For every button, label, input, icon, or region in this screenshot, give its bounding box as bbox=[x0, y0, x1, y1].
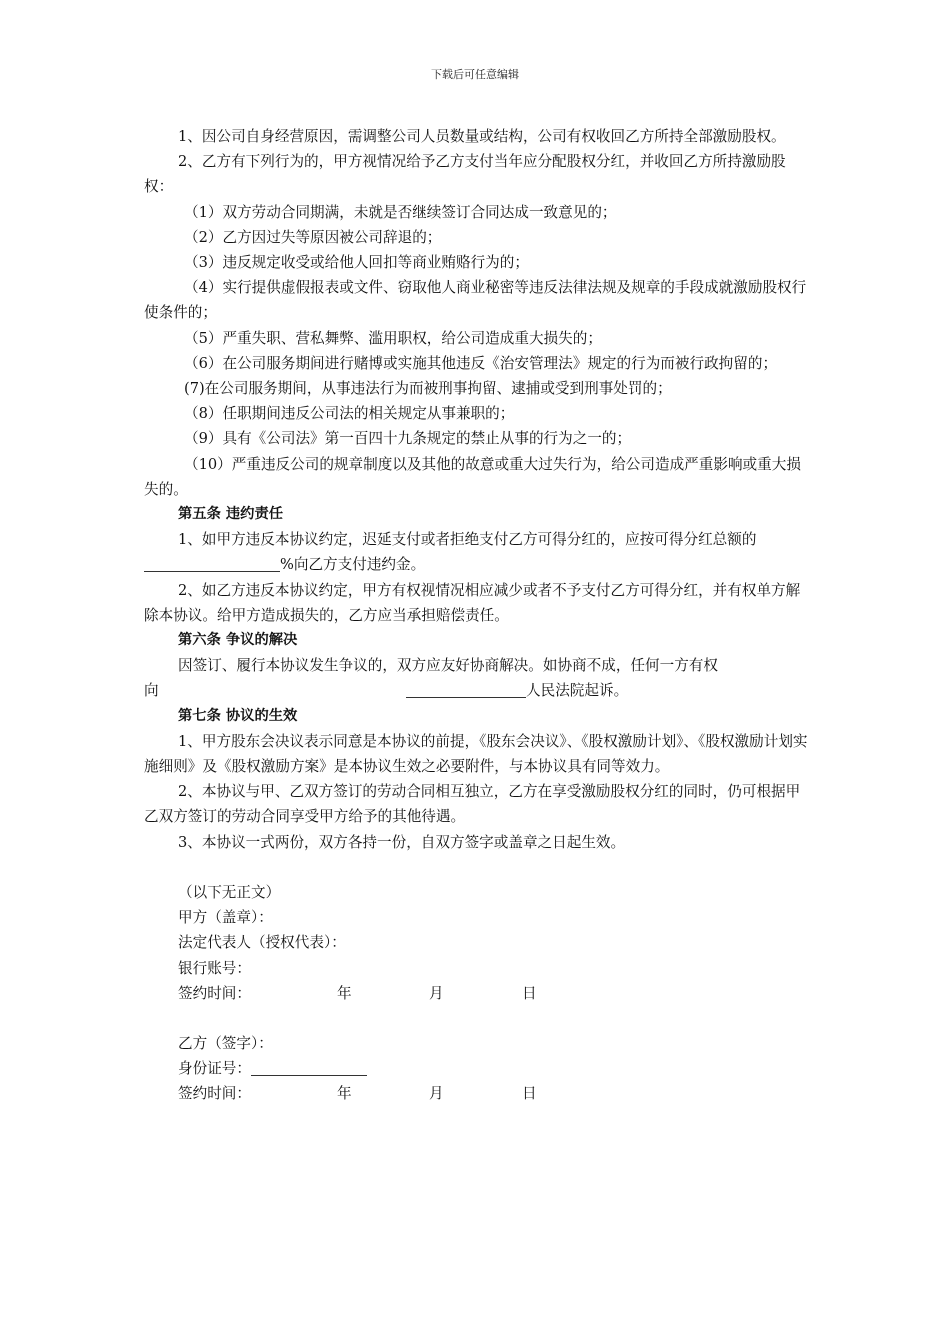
month-label: 月 bbox=[429, 1085, 444, 1103]
year-label: 年 bbox=[337, 984, 352, 1002]
section-heading: 第七条 协议的生效 bbox=[178, 707, 298, 724]
list-item: （6）在公司服务期间进行赌博或实施其他违反《治安管理法》规定的行为而被行政拘留的； bbox=[184, 354, 778, 372]
sign-date-label: 签约时间： bbox=[178, 984, 251, 1002]
fill-blank[interactable] bbox=[144, 556, 280, 572]
clause-paragraph: 3、本协议一式两份，双方各持一份，自双方签字或盖章之日起生效。 bbox=[178, 833, 626, 851]
clause-text: 人民法院起诉。 bbox=[526, 682, 629, 700]
clause-paragraph: 1、甲方股东会决议表示同意是本协议的前提，《股东会决议》、《股权激励计划》、《股权激励计划实施细则》及《股权激励方案》是本协议生效之必要附件，与本协议具有同等效力。 bbox=[144, 732, 808, 776]
clause-paragraph: 因签订、履行本协议发生争议的，双方应友好协商解决。如协商不成，任何一方有权 bbox=[178, 657, 718, 675]
spacer bbox=[144, 855, 808, 880]
sign-date-label: 签约时间： bbox=[178, 1085, 251, 1103]
clause-paragraph bbox=[144, 678, 808, 703]
list-item: (7)在公司服务期间，从事违法行为而被刑事拘留、逮捕或受到刑事处罚的； bbox=[184, 380, 672, 398]
clause-paragraph: 1、因公司自身经营原因，需调整公司人员数量或结构，公司有权收回乙方所持全部激励股权。 bbox=[178, 128, 786, 145]
list-item: （8）任职期间违反公司法的相关规定从事兼职的； bbox=[184, 405, 515, 423]
clause-text: 1、如甲方违反本协议约定，迟延支付或者拒绝支付乙方可得分红的，应按可得分红总额的 bbox=[178, 531, 757, 549]
list-item: （10）严重违反公司的规章制度以及其他的故意或重大过失行为，给公司造成严重影响或重大损失的。 bbox=[144, 455, 801, 498]
no-text-note: （以下无正文） bbox=[178, 883, 281, 901]
month-label: 月 bbox=[429, 984, 444, 1002]
document-body bbox=[144, 124, 808, 1107]
sign-date-row bbox=[144, 981, 808, 1006]
party-a-label: 甲方（盖章）： bbox=[178, 909, 273, 927]
clause-paragraph bbox=[144, 527, 808, 577]
clause-paragraph: 2、本协议与甲、乙双方签订的劳动合同相互独立，乙方在享受激励股权分红的同时，仍可根据甲乙双方签订的劳动合同享受甲方给予的其他待遇。 bbox=[144, 783, 801, 826]
day-label: 日 bbox=[522, 984, 537, 1002]
list-item: （3）违反规定收受或给他人回扣等商业贿赂行为的； bbox=[184, 254, 529, 272]
year-label: 年 bbox=[337, 1085, 352, 1103]
list-item: （1）双方劳动合同期满，未就是否继续签订合同达成一致意见的； bbox=[184, 203, 617, 221]
clause-text: %向乙方支付违约金。 bbox=[280, 556, 426, 574]
fill-blank[interactable] bbox=[406, 682, 526, 698]
list-item: （2）乙方因过失等原因被公司辞退的； bbox=[184, 228, 442, 246]
list-item: （9）具有《公司法》第一百四十九条规定的禁止从事的行为之一的； bbox=[184, 430, 632, 448]
clause-paragraph: 2、如乙方违反本协议约定，甲方有权视情况相应减少或者不予支付乙方可得分红，并有权单方解除本协议。给甲方造成损失的，乙方应当承担赔偿责任。 bbox=[144, 581, 801, 624]
fill-blank[interactable] bbox=[251, 1060, 367, 1076]
id-number-row bbox=[144, 1056, 808, 1081]
list-item: （4）实行提供虚假报表或文件、窃取他人商业秘密等违反法律法规及规章的手段成就激励股权行使条件的； bbox=[144, 279, 807, 322]
id-number-label: 身份证号： bbox=[178, 1060, 251, 1078]
list-item: （5）严重失职、营私舞弊、滥用职权，给公司造成重大损失的； bbox=[184, 329, 602, 347]
bank-account-label: 银行账号： bbox=[178, 959, 251, 977]
day-label: 日 bbox=[522, 1085, 537, 1103]
sign-date-row bbox=[144, 1081, 808, 1106]
party-b-label: 乙方（签字）： bbox=[178, 1034, 273, 1052]
clause-paragraph: 2、乙方有下列行为的，甲方视情况给予乙方支付当年应分配股权分红，并收回乙方所持激励股权： bbox=[144, 153, 786, 196]
section-heading: 第六条 争议的解决 bbox=[178, 632, 298, 649]
court-line bbox=[406, 678, 628, 703]
clause-text: 向 bbox=[144, 682, 159, 700]
page-header: 下载后可任意编辑 bbox=[431, 68, 519, 81]
legal-rep-label: 法定代表人（授权代表）： bbox=[178, 934, 346, 952]
spacer bbox=[144, 1006, 808, 1031]
section-heading: 第五条 违约责任 bbox=[178, 506, 284, 523]
